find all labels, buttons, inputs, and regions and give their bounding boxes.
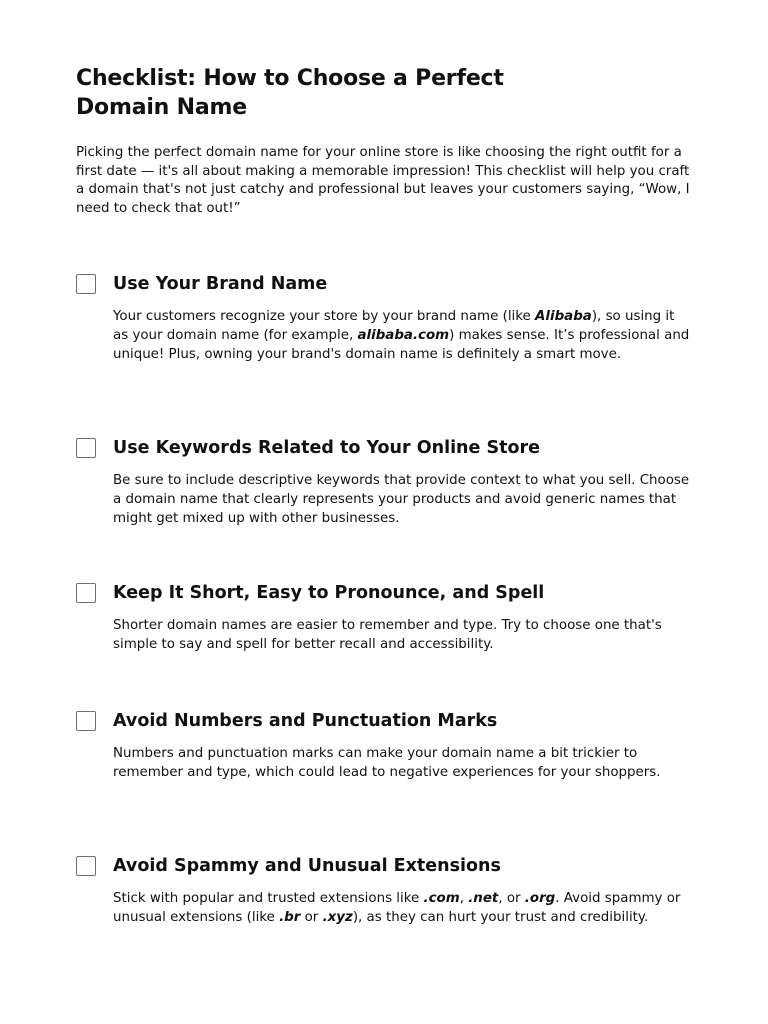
checkbox-extensions[interactable]: [76, 856, 96, 876]
item-title: Avoid Spammy and Unusual Extensions: [113, 856, 501, 876]
item-title: Use Keywords Related to Your Online Store: [113, 438, 540, 458]
text-segment: Stick with popular and trusted extensions like: [113, 891, 424, 906]
text-segment: . Avoid spammy or unusual extensions (like: [113, 891, 681, 925]
text-segment: or: [300, 909, 323, 925]
text-segment: Numbers and punctuation marks can make your domain name a bit trickier to remember and type, which could lead to negative experiences for your shoppers.: [113, 746, 661, 780]
checkbox-short-name[interactable]: [76, 583, 96, 603]
emphasis-com: .com: [423, 891, 460, 906]
item-description: [113, 890, 693, 928]
item-description: [113, 617, 693, 655]
text-segment: Be sure to include descriptive keywords that provide context to what you sell. Choose a domain name that clearly represents your products and avoid generic names that might get mixed up with other businesses.: [113, 473, 690, 526]
emphasis-net: .net: [468, 891, 499, 906]
text-segment: ,: [459, 891, 469, 906]
item-title: Use Your Brand Name: [113, 274, 328, 294]
emphasis-org: .org: [524, 891, 556, 906]
item-description: [113, 745, 693, 783]
text-segment: Your customers recognize your store by your brand name (like: [113, 309, 536, 324]
checkbox-keywords[interactable]: [76, 438, 96, 458]
item-description: [113, 472, 693, 528]
item-title: Avoid Numbers and Punctuation Marks: [113, 711, 498, 731]
emphasis-alibaba: Alibaba: [535, 309, 592, 324]
emphasis-br: .br: [279, 909, 301, 925]
text-segment: ), as they can hurt your trust and credibility.: [352, 909, 649, 925]
text-segment: Shorter domain names are easier to remember and type. Try to choose one that's simple to say and spell for better recall and accessibility.: [113, 618, 662, 652]
text-segment: ) makes sense. It’s professional and unique! Plus, owning your brand's domain name is definitely a smart move.: [113, 327, 690, 362]
page-title-line-2: Domain Name: [76, 95, 247, 120]
item-description: [113, 308, 693, 364]
checkbox-brand-name[interactable]: [76, 274, 96, 294]
item-title: Keep It Short, Easy to Pronounce, and Spell: [113, 583, 545, 603]
text-segment: ), so using it as your domain name (for example,: [113, 309, 675, 343]
text-segment: , or: [498, 891, 525, 906]
checkbox-avoid-numbers[interactable]: [76, 711, 96, 731]
emphasis-alibaba-com: alibaba.com: [357, 327, 450, 343]
emphasis-xyz: .xyz: [322, 909, 353, 925]
intro-paragraph: Picking the perfect domain name for your online store is like choosing the right outfit for a first date — it's all about making a memorable impression! This checklist will help you craft a domain that's not just catchy and professional but leaves your customers saying, “Wow, I need to check that out!”: [76, 145, 690, 216]
page-title: [76, 64, 596, 122]
page-title-line-1: Checklist: How to Choose a Perfect: [76, 66, 504, 91]
